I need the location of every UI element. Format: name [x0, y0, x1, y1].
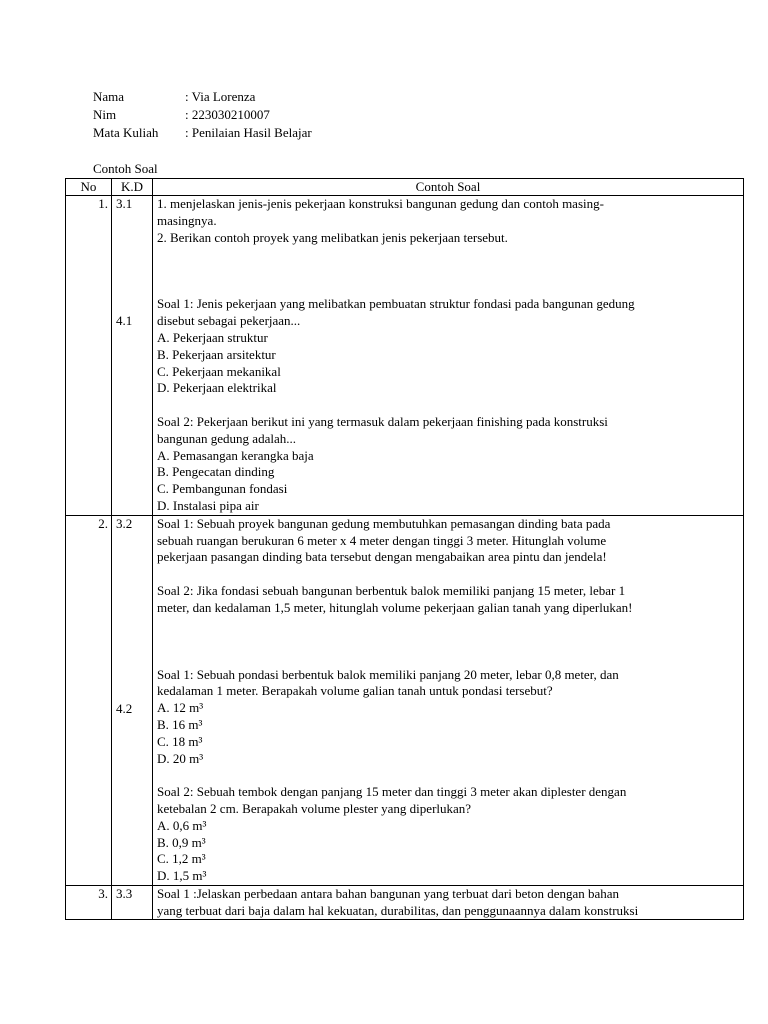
header-no: No	[66, 179, 112, 196]
row-number: 1.	[66, 196, 112, 516]
question-line: 2. Berikan contoh proyek yang melibatkan jenis pekerjaan tersebut.	[157, 229, 508, 245]
question-line: Soal 2: Jika fondasi sebuah bangunan berbentuk balok memiliki panjang 15 meter, lebar 1	[157, 582, 626, 598]
mata-kuliah-label: Mata Kuliah	[93, 125, 159, 140]
mata-kuliah-value: : Penilaian Hasil Belajar	[185, 125, 312, 140]
nim-row	[93, 106, 312, 124]
nim-label: Nim	[93, 107, 117, 122]
kd-code: 3.1	[116, 196, 133, 211]
nama-value: : Via Lorenza	[185, 89, 256, 104]
answer-option: B. Pekerjaan arsitektur	[157, 346, 276, 362]
soal-table	[65, 178, 744, 920]
kd-code: 3.3	[116, 885, 133, 901]
answer-option: C. Pekerjaan mekanikal	[157, 363, 281, 379]
table-row	[66, 196, 744, 516]
answer-option: D. 20 m³	[157, 750, 204, 766]
nim-value: : 223030210007	[185, 107, 270, 122]
answer-option: C. 18 m³	[157, 733, 203, 749]
question-line: bangunan gedung adalah...	[157, 430, 296, 446]
question-line: masingnya.	[157, 212, 217, 228]
question-line: disebut sebagai pekerjaan...	[157, 313, 301, 329]
answer-option: C. Pembangunan fondasi	[157, 481, 288, 497]
table-header-row	[66, 179, 744, 196]
answer-option: B. 0,9 m³	[157, 834, 206, 850]
question-line: Soal 1: Sebuah proyek bangunan gedung membutuhkan pemasangan dinding bata pada	[157, 515, 611, 531]
answer-option: D. Pekerjaan elektrikal	[157, 380, 277, 396]
question-line: 1. menjelaskan jenis-jenis pekerjaan konstruksi bangunan gedung dan contoh masing-	[157, 196, 604, 211]
nama-label: Nama	[93, 89, 125, 104]
mata-kuliah-row	[93, 124, 312, 142]
soal-cell	[153, 885, 744, 920]
answer-option: A. 12 m³	[157, 700, 204, 716]
table-row	[66, 885, 744, 920]
question-line: Soal 2: Pekerjaan berikut ini yang termasuk dalam pekerjaan finishing pada konstruksi	[157, 413, 608, 429]
soal-cell	[153, 515, 744, 885]
kd-code: 4.1	[116, 313, 133, 328]
answer-option: B. 16 m³	[157, 716, 203, 732]
kd-code: 4.2	[116, 700, 133, 716]
question-line: yang terbuat dari baja dalam hal kekuatan, durabilitas, dan penggunaannya dalam konstruksi	[157, 902, 639, 918]
question-line: sebuah ruangan berukuran 6 meter x 4 meter dengan tinggi 3 meter. Hitunglah volume	[157, 532, 607, 548]
question-line: pekerjaan pasangan dinding bata tersebut dengan mengabaikan area pintu dan jendela!	[157, 549, 607, 565]
student-identity	[93, 88, 312, 142]
row-number: 2.	[66, 515, 112, 885]
kd-cell	[112, 885, 153, 920]
question-line: Soal 1: Jenis pekerjaan yang melibatkan pembuatan struktur fondasi pada bangunan gedung	[157, 296, 635, 312]
question-line: Soal 1 :Jelaskan perbedaan antara bahan bangunan yang terbuat dari beton dengan bahan	[157, 885, 620, 901]
table-row	[66, 515, 744, 885]
header-soal: Contoh Soal	[153, 179, 744, 196]
soal-cell	[153, 196, 744, 516]
answer-option: D. Instalasi pipa air	[157, 497, 259, 513]
answer-option: A. 0,6 m³	[157, 817, 207, 833]
question-line: Soal 1: Sebuah pondasi berbentuk balok memiliki panjang 20 meter, lebar 0,8 meter, dan	[157, 666, 619, 682]
row-number: 3.	[66, 885, 112, 920]
question-line: kedalaman 1 meter. Berapakah volume galian tanah untuk pondasi tersebut?	[157, 683, 553, 699]
question-line: Soal 2: Sebuah tembok dengan panjang 15 meter dan tinggi 3 meter akan diplester dengan	[157, 784, 627, 800]
header-kd: K.D	[112, 179, 153, 196]
answer-option: D. 1,5 m³	[157, 868, 207, 884]
question-line: meter, dan kedalaman 1,5 meter, hitunglah volume pekerjaan galian tanah yang diperlukan!	[157, 599, 633, 615]
kd-cell	[112, 196, 153, 516]
table-caption: Contoh Soal	[93, 161, 158, 176]
answer-option: A. Pemasangan kerangka baja	[157, 447, 314, 463]
question-line: ketebalan 2 cm. Berapakah volume plester yang diperlukan?	[157, 800, 472, 816]
answer-option: A. Pekerjaan struktur	[157, 329, 268, 345]
kd-code: 3.2	[116, 515, 133, 531]
answer-option: B. Pengecatan dinding	[157, 464, 275, 480]
nama-row	[93, 88, 312, 106]
kd-cell	[112, 515, 153, 885]
answer-option: C. 1,2 m³	[157, 851, 206, 867]
